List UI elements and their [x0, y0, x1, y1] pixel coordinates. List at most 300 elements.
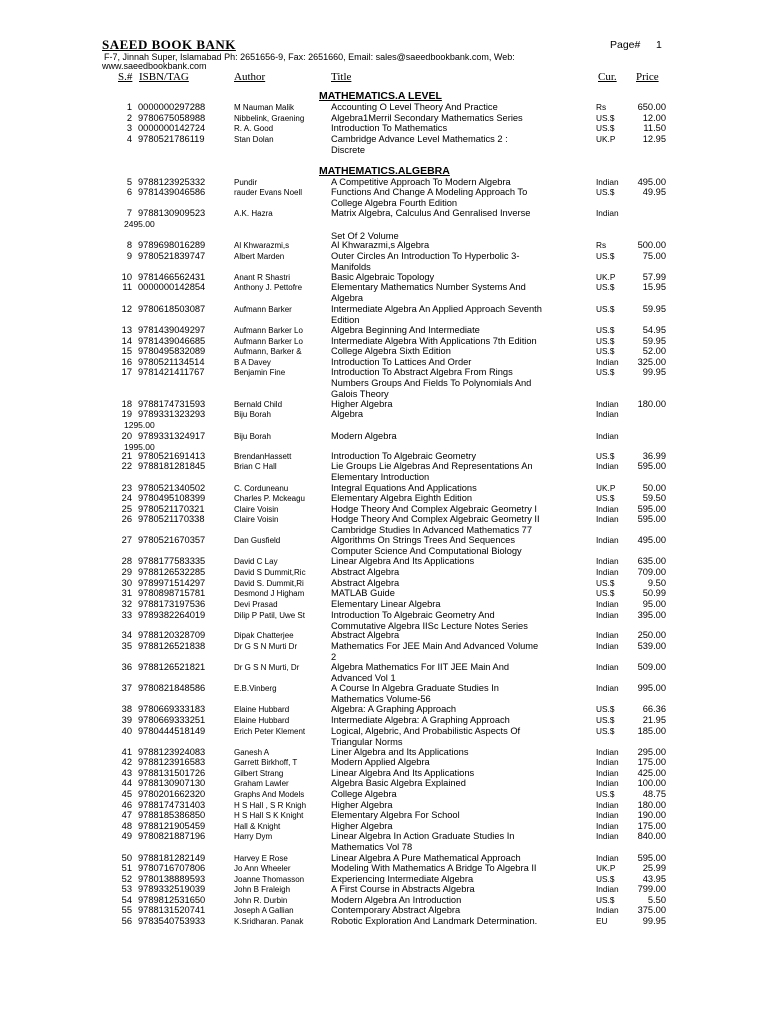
row-price: 21.95: [642, 715, 666, 725]
column-header-title: Title: [331, 71, 352, 83]
row-title: Linear Algebra And Its Applications: [331, 556, 475, 566]
row-currency: Indian: [596, 208, 619, 218]
row-title: Robotic Exploration And Landmark Determination.: [331, 916, 538, 926]
row-title: Algebra: A Graphing Approach: [331, 704, 457, 714]
row-author: M Nauman Malik: [234, 103, 295, 112]
row-title: Mathematics For JEE Main And Advanced Volume: [331, 641, 539, 651]
row-price: 57.99: [642, 272, 666, 282]
row-currency: US.$: [596, 336, 615, 346]
row-price: 995.00: [637, 683, 666, 693]
row-price: 66.36: [642, 704, 666, 714]
row-currency: Indian: [596, 641, 619, 651]
table-row: [0, 123, 768, 134]
row-price: 52.00: [642, 346, 666, 356]
row-currency: Indian: [596, 535, 619, 545]
row-title-continuation: Cambridge Studies In Advanced Mathematics 77: [331, 525, 533, 535]
row-author: Claire Voisin: [234, 505, 279, 514]
row-isbn: 9788130909523: [138, 208, 206, 218]
row-currency: Indian: [596, 757, 619, 767]
row-serial-number: 41: [121, 747, 132, 757]
row-title: Modern Algebra An Introduction: [331, 895, 462, 905]
row-isbn: 9789698016289: [138, 240, 206, 250]
row-serial-number: 19: [121, 409, 132, 419]
row-serial-number: 2: [126, 113, 132, 123]
row-author: Gilbert Strang: [234, 769, 284, 778]
row-title: Elementary Algebra For School: [331, 810, 460, 820]
row-serial-number: 16: [121, 357, 132, 367]
row-author: David S Dummit,Ric: [234, 568, 306, 577]
row-title: Linear Algebra A Pure Mathematical Approach: [331, 853, 521, 863]
row-author: Claire Voisin: [234, 515, 279, 524]
row-title: Hodge Theory And Complex Algebraic Geometry II: [331, 514, 540, 524]
row-isbn: 9788123924083: [138, 747, 206, 757]
row-isbn: 9788130907130: [138, 778, 206, 788]
row-currency: Indian: [596, 399, 619, 409]
row-isbn: 9781439046685: [138, 336, 206, 346]
row-author: Devi Prasad: [234, 600, 278, 609]
row-currency: Indian: [596, 747, 619, 757]
row-serial-number: 17: [121, 367, 132, 377]
row-title: Al Khwarazmi,s Algebra: [331, 240, 430, 250]
row-title: Experiencing Intermediate Algebra: [331, 874, 474, 884]
row-isbn: 9788173197536: [138, 599, 206, 609]
row-currency: US.$: [596, 726, 615, 736]
row-currency: US.$: [596, 251, 615, 261]
row-currency: Indian: [596, 821, 619, 831]
row-serial-number: 1: [126, 102, 132, 112]
column-header-price: Price: [636, 71, 659, 83]
row-serial-number: 10: [121, 272, 132, 282]
row-author: Dilip P Patil, Uwe St: [234, 611, 305, 620]
row-author: B A Davey: [234, 358, 271, 367]
row-title-continuation: Triangular Norms: [331, 737, 403, 747]
row-isbn: 9780521691413: [138, 451, 206, 461]
table-row: [0, 726, 768, 747]
row-author: Pundir: [234, 178, 258, 187]
row-price: 43.95: [642, 874, 666, 884]
row-currency: Indian: [596, 810, 619, 820]
row-title: Intermediate Algebra: A Graphing Approach: [331, 715, 510, 725]
row-title: Elementary Linear Algebra: [331, 599, 441, 609]
row-price: 99.95: [642, 916, 666, 926]
row-isbn: 9780138889593: [138, 874, 206, 884]
table-row: [0, 187, 768, 208]
row-isbn: 9788123916583: [138, 757, 206, 767]
row-title: Abstract Algebra: [331, 630, 400, 640]
row-currency: Indian: [596, 504, 619, 514]
column-header-isbn: ISBN/TAG: [139, 71, 189, 83]
row-currency: UK.P: [596, 272, 616, 282]
table-row: [0, 346, 768, 357]
row-title: Intermediate Algebra An Applied Approach Seventh: [331, 304, 542, 314]
table-row: [0, 325, 768, 336]
row-serial-number: 26: [121, 514, 132, 524]
row-currency: Indian: [596, 431, 619, 441]
row-isbn: 9789812531650: [138, 895, 206, 905]
row-price: 595.00: [637, 514, 666, 524]
row-author: Harry Dym: [234, 832, 273, 841]
table-row: [0, 304, 768, 325]
row-isbn: 9780521670357: [138, 535, 206, 545]
row-price: 100.00: [637, 778, 666, 788]
row-author: Ganesh A: [234, 748, 270, 757]
row-serial-number: 24: [121, 493, 132, 503]
row-serial-number: 8: [126, 240, 132, 250]
table-row: [0, 683, 768, 704]
row-author: A.K. Hazra: [234, 209, 273, 218]
row-serial-number: 42: [121, 757, 132, 767]
row-isbn: 9780444518149: [138, 726, 206, 736]
row-serial-number: 48: [121, 821, 132, 831]
row-title-continuation: Numbers Groups And Fields To Polynomials And: [331, 378, 532, 388]
row-7-note: Set Of 2 Volume: [331, 231, 399, 241]
row-serial-number: 14: [121, 336, 132, 346]
table-row: [0, 251, 768, 272]
row-author: C. Corduneanu: [234, 484, 289, 493]
row-currency: US.$: [596, 895, 615, 905]
table-row: [0, 588, 768, 599]
row-author: H S Hall S K Knight: [234, 811, 304, 820]
row-isbn: 9789382264019: [138, 610, 206, 620]
table-row: [0, 493, 768, 504]
row-price: 36.99: [642, 451, 666, 461]
row-author: Erich Peter Klement: [234, 727, 306, 736]
row-author: Garrett Birkhoff, T: [234, 758, 298, 767]
table-row: [0, 831, 768, 852]
table-row: [0, 715, 768, 726]
row-author: David C Lay: [234, 557, 278, 566]
row-currency: Indian: [596, 905, 619, 915]
row-isbn: 9788126532285: [138, 567, 206, 577]
row-title: Abstract Algebra: [331, 567, 400, 577]
row-title: Logical, Algebric, And Probabilistic Aspects Of: [331, 726, 521, 736]
row-title: Higher Algebra: [331, 821, 393, 831]
row-currency: US.$: [596, 113, 615, 123]
row-currency: US.$: [596, 874, 615, 884]
row-title: Algorithms On Strings Trees And Sequences: [331, 535, 515, 545]
row-serial-number: 39: [121, 715, 132, 725]
row-price: 495.00: [637, 177, 666, 187]
row-author: Anant R Shastri: [234, 273, 291, 282]
row-title: MATLAB Guide: [331, 588, 395, 598]
row-isbn: 9788177583335: [138, 556, 206, 566]
row-author: David S. Dummit,Ri: [234, 579, 304, 588]
table-row: [0, 514, 768, 535]
row-currency: Indian: [596, 884, 619, 894]
row-currency: Indian: [596, 853, 619, 863]
row-price: 12.00: [642, 113, 666, 123]
row-isbn: 9789331324917: [138, 431, 206, 441]
row-serial-number: 40: [121, 726, 132, 736]
row-currency: Indian: [596, 357, 619, 367]
row-isbn: 9789331323293: [138, 409, 206, 419]
row-title: Outer Circles An Introduction To Hyperbolic 3-: [331, 251, 520, 261]
row-currency: Rs: [596, 102, 607, 112]
row-title: Accounting O Level Theory And Practice: [331, 102, 498, 112]
table-row: [0, 810, 768, 821]
row-isbn: 9780521786119: [138, 134, 205, 144]
row-serial-number: 55: [121, 905, 132, 915]
row-title-continuation: Elementary Introduction: [331, 472, 430, 482]
table-row: [0, 409, 768, 430]
row-serial-number: 28: [121, 556, 132, 566]
row-author: H S Hall , S R Knigh: [234, 801, 307, 810]
row-price: 395.00: [637, 610, 666, 620]
row-serial-number: 6: [126, 187, 132, 197]
row-serial-number: 32: [121, 599, 132, 609]
row-author: Elaine Hubbard: [234, 716, 290, 725]
row-isbn: 9781439046586: [138, 187, 206, 197]
row-title: College Algebra: [331, 789, 397, 799]
row-price: 175.00: [637, 757, 666, 767]
row-title: Algebra1Merril Secondary Mathematics Series: [331, 113, 523, 123]
row-title: Introduction To Mathematics: [331, 123, 448, 133]
row-price: 59.95: [642, 336, 666, 346]
row-currency: US.$: [596, 578, 615, 588]
row-isbn: 9780716707806: [138, 863, 206, 873]
row-author: Dipak Chatterjee: [234, 631, 294, 640]
row-author: Biju Borah: [234, 410, 271, 419]
table-row: [0, 778, 768, 789]
row-serial-number: 13: [121, 325, 132, 335]
row-author: Aufmann Barker Lo: [234, 326, 303, 335]
row-serial-number: 27: [121, 535, 132, 545]
row-isbn: 9788121905459: [138, 821, 206, 831]
row-author: Biju Borah: [234, 432, 271, 441]
row-author: Hall & Knight: [234, 822, 281, 831]
row-title: Algebra Mathematics For IIT JEE Main And: [331, 662, 510, 672]
row-isbn: 9780821887196: [138, 831, 206, 841]
row-isbn: 9788120328709: [138, 630, 206, 640]
row-price: 190.00: [637, 810, 666, 820]
row-serial-number: 29: [121, 567, 132, 577]
row-serial-number: 23: [121, 483, 132, 493]
row-price: 595.00: [637, 461, 666, 471]
row-author: rauder Evans Noell: [234, 188, 303, 197]
row-price: 635.00: [637, 556, 666, 566]
row-author: Stan Dolan: [234, 135, 274, 144]
table-row: [0, 884, 768, 895]
row-title: Elementary Mathematics Number Systems And: [331, 282, 526, 292]
row-currency: Indian: [596, 683, 619, 693]
row-price-wrapped: 1295.00: [124, 420, 155, 430]
row-isbn: 9788123925332: [138, 177, 206, 187]
row-author: BrendanHassett: [234, 452, 292, 461]
row-isbn: 9780521839747: [138, 251, 206, 261]
row-serial-number: 43: [121, 768, 132, 778]
row-serial-number: 20: [121, 431, 132, 441]
row-author: R. A. Good: [234, 124, 274, 133]
row-title: Modern Algebra: [331, 431, 397, 441]
row-title: Algebra Beginning And Intermediate: [331, 325, 480, 335]
table-row: [0, 662, 768, 683]
row-currency: EU: [596, 916, 608, 926]
row-currency: Indian: [596, 599, 619, 609]
row-currency: US.$: [596, 123, 615, 133]
table-row: [0, 567, 768, 578]
row-currency: Indian: [596, 567, 619, 577]
row-title-continuation: Mathematics Vol 78: [331, 842, 413, 852]
row-currency: US.$: [596, 588, 615, 598]
table-row: [0, 431, 768, 452]
row-price: 595.00: [637, 504, 666, 514]
row-isbn: 9780898715781: [138, 588, 206, 598]
row-title-continuation: Discrete: [331, 145, 366, 155]
row-price: 650.00: [637, 102, 666, 112]
column-header-sn: S.#: [118, 71, 133, 83]
row-title: Functions And Change A Modeling Approach To: [331, 187, 528, 197]
row-title: Higher Algebra: [331, 399, 393, 409]
row-price: 500.00: [637, 240, 666, 250]
row-title: Matrix Algebra, Calculus And Genralised Inverse: [331, 208, 531, 218]
row-title-continuation: 2: [331, 652, 337, 662]
row-title-continuation: Mathematics Volume-56: [331, 694, 431, 704]
row-serial-number: 35: [121, 641, 132, 651]
row-serial-number: 22: [121, 461, 132, 471]
row-author: Desmond J Higham: [234, 589, 305, 598]
row-currency: US.$: [596, 325, 615, 335]
row-isbn: 9788185386850: [138, 810, 206, 820]
row-serial-number: 52: [121, 874, 132, 884]
row-price: 54.95: [642, 325, 666, 335]
row-serial-number: 54: [121, 895, 132, 905]
address-line-2: www.saeedbookbank.com: [102, 61, 207, 71]
row-title-continuation: Advanced Vol 1: [331, 673, 396, 683]
row-author: Brian C Hall: [234, 462, 277, 471]
row-isbn: 9780618503087: [138, 304, 206, 314]
row-isbn: 9780495108399: [138, 493, 206, 503]
row-currency: Indian: [596, 800, 619, 810]
row-isbn: 9783540753933: [138, 916, 206, 926]
row-title: Introduction To Lattices And Order: [331, 357, 472, 367]
row-price: 539.00: [637, 641, 666, 651]
row-title: Linear Algebra In Action Graduate Studies In: [331, 831, 515, 841]
row-currency: US.$: [596, 704, 615, 714]
row-price: 295.00: [637, 747, 666, 757]
column-header-currency: Cur.: [598, 71, 617, 83]
row-title: Introduction To Abstract Algebra From Rings: [331, 367, 513, 377]
row-author: Albert Marden: [234, 252, 285, 261]
table-row: [0, 282, 768, 303]
table-row: [0, 535, 768, 556]
row-price: 11.50: [643, 123, 666, 133]
row-currency: Indian: [596, 514, 619, 524]
row-author: K.Sridharan. Panak: [234, 917, 304, 926]
table-row: [0, 630, 768, 641]
row-author: Aufmann, Barker &: [234, 347, 302, 356]
row-serial-number: 37: [121, 683, 132, 693]
row-title: Modern Applied Algebra: [331, 757, 430, 767]
row-title: Introduction To Algebraic Geometry And: [331, 610, 495, 620]
row-title: Contemporary Abstract Algebra: [331, 905, 461, 915]
row-title-continuation: Edition: [331, 315, 360, 325]
row-price: 250.00: [637, 630, 666, 640]
row-serial-number: 9: [126, 251, 132, 261]
table-row: [0, 704, 768, 715]
row-author: Dr G S N Murti Dr: [234, 642, 298, 651]
row-serial-number: 31: [121, 588, 132, 598]
row-title: Algebra: [331, 409, 364, 419]
row-isbn: 9788174731403: [138, 800, 206, 810]
row-serial-number: 56: [121, 916, 132, 926]
row-price: 175.00: [637, 821, 666, 831]
row-author: Dr G S N Murti, Dr: [234, 663, 300, 672]
row-isbn: 9781439049297: [138, 325, 206, 335]
row-currency: UK.P: [596, 134, 616, 144]
table-row: [0, 610, 768, 631]
row-isbn: 9788181281845: [138, 461, 206, 471]
row-currency: UK.P: [596, 483, 616, 493]
row-author: Graphs And Models: [234, 790, 305, 799]
page-number: 1: [656, 39, 662, 51]
row-price: 509.00: [637, 662, 666, 672]
row-author: John B Fraleigh: [234, 885, 291, 894]
row-currency: Indian: [596, 662, 619, 672]
row-title: Liner Algebra and Its Applications: [331, 747, 469, 757]
row-title: Basic Algebraic Topology: [331, 272, 435, 282]
row-serial-number: 3: [126, 123, 132, 133]
row-price: 59.95: [642, 304, 666, 314]
row-title: Lie Groups Lie Algebras And Representations An: [331, 461, 533, 471]
row-author: John R. Durbin: [234, 896, 288, 905]
row-price: 95.00: [642, 599, 666, 609]
row-isbn: 0000000142724: [138, 123, 206, 133]
row-isbn: 9788126521821: [138, 662, 206, 672]
table-row: [0, 461, 768, 482]
row-title: Integral Equations And Applications: [331, 483, 477, 493]
row-currency: Indian: [596, 610, 619, 620]
row-isbn: 9780821848586: [138, 683, 206, 693]
row-title-continuation: Commutative Algebra IISc Lecture Notes Series: [331, 621, 528, 631]
row-title: Elementary Algebra Eighth Edition: [331, 493, 473, 503]
row-isbn: 9780521170321: [138, 504, 205, 514]
row-title: A Competitive Approach To Modern Algebra: [331, 177, 511, 187]
table-row: [0, 556, 768, 567]
row-currency: Indian: [596, 630, 619, 640]
row-title: Higher Algebra: [331, 800, 393, 810]
row-author: Anthony J. Pettofre: [234, 283, 303, 292]
row-title-continuation: Algebra: [331, 293, 364, 303]
row-title: Algebra Basic Algebra Explained: [331, 778, 466, 788]
row-isbn: 9789971514297: [138, 578, 206, 588]
row-isbn: 9780201662320: [138, 789, 206, 799]
row-serial-number: 53: [121, 884, 132, 894]
row-serial-number: 21: [121, 451, 132, 461]
address-line-1: F-7, Jinnah Super, Islamabad Ph: 2651656-9, Fax: 2651660, Email: sales@saeedbookbank.com, Web:: [104, 52, 515, 62]
row-serial-number: 49: [121, 831, 132, 841]
row-currency: Indian: [596, 409, 619, 419]
row-serial-number: 7: [126, 208, 132, 218]
row-currency: US.$: [596, 304, 615, 314]
row-serial-number: 18: [121, 399, 132, 409]
row-author: Benjamin Fine: [234, 368, 286, 377]
row-serial-number: 36: [121, 662, 132, 672]
row-price: 59.50: [642, 493, 666, 503]
row-title: Cambridge Advance Level Mathematics 2 :: [331, 134, 508, 144]
row-currency: US.$: [596, 715, 615, 725]
row-isbn: 9789332519039: [138, 884, 206, 894]
row-currency: US.$: [596, 346, 615, 356]
row-isbn: 9780521170338: [138, 514, 205, 524]
row-currency: Indian: [596, 778, 619, 788]
row-isbn: 9781466562431: [138, 272, 206, 282]
row-currency: Indian: [596, 177, 619, 187]
row-price: 180.00: [637, 800, 666, 810]
row-price: 595.00: [637, 853, 666, 863]
row-isbn: 9788174731593: [138, 399, 206, 409]
row-price: 495.00: [637, 535, 666, 545]
table-row: [0, 757, 768, 768]
